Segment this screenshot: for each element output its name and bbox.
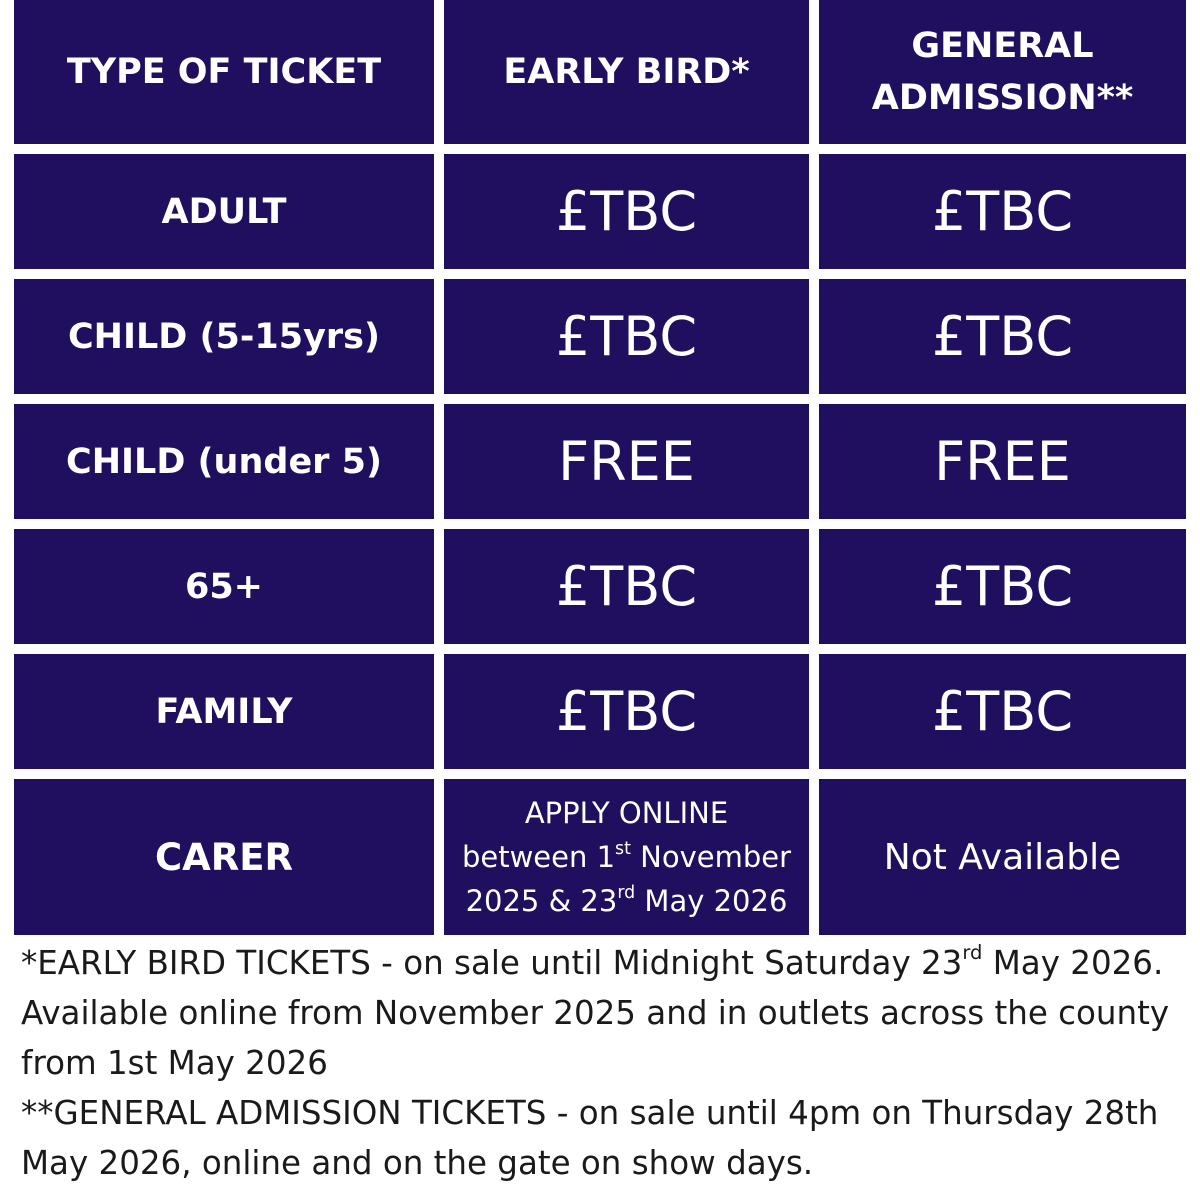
carer-apply-line2 — [462, 835, 791, 879]
ticket-type-label: 65+ — [14, 529, 434, 644]
ticket-type-label: FAMILY — [14, 654, 434, 769]
table-row-child-under-5 — [14, 404, 1186, 519]
ordinal-suffix: st — [615, 838, 631, 859]
ticket-type-label: CHILD (under 5) — [14, 404, 434, 519]
early-bird-note-text-end: May 2026. Available online from November 2025 and in outlets across the county from 1st May 2026 — [21, 944, 1170, 1082]
ticket-notes — [21, 938, 1186, 1188]
ticket-type-label: ADULT — [14, 154, 434, 269]
general-admission-price: £TBC — [819, 529, 1186, 644]
carer-early-bird-info — [444, 779, 809, 935]
early-bird-note — [21, 938, 1186, 1088]
carer-apply-line2-text-end: November — [630, 840, 792, 874]
header-general-line2: ADMISSION** — [871, 78, 1134, 118]
ticket-price-table — [14, 0, 1186, 945]
ordinal-suffix: rd — [617, 882, 636, 903]
general-admission-price: £TBC — [819, 654, 1186, 769]
table-row-family — [14, 654, 1186, 769]
table-row-carer — [14, 779, 1186, 935]
early-bird-price: £TBC — [444, 654, 809, 769]
general-admission-price: £TBC — [819, 154, 1186, 269]
carer-apply-line3-text-end: May 2026 — [635, 884, 788, 918]
ordinal-suffix: rd — [962, 941, 983, 965]
early-bird-price: £TBC — [444, 529, 809, 644]
early-bird-price: FREE — [444, 404, 809, 519]
header-general-line1: GENERAL — [911, 26, 1094, 66]
general-admission-price: FREE — [819, 404, 1186, 519]
header-general-admission — [819, 0, 1186, 144]
carer-apply-line1: APPLY ONLINE — [524, 796, 729, 830]
general-admission-note: **GENERAL ADMISSION TICKETS - on sale until 4pm on Thursday 28th May 2026, online and on the gate on show days. — [21, 1094, 1159, 1182]
ticket-type-label: CHILD (5-15yrs) — [14, 279, 434, 394]
table-header-row — [14, 0, 1186, 144]
early-bird-price: £TBC — [444, 279, 809, 394]
carer-apply-line2-text: between 1 — [461, 840, 616, 874]
general-admission-price: £TBC — [819, 279, 1186, 394]
table-row-adult — [14, 154, 1186, 269]
header-type-of-ticket: TYPE OF TICKET — [14, 0, 434, 144]
header-early-bird: EARLY BIRD* — [444, 0, 809, 144]
carer-apply-line3-text: 2025 & 23 — [465, 884, 618, 918]
ticket-type-label: CARER — [14, 779, 434, 935]
table-row-65-plus — [14, 529, 1186, 644]
early-bird-note-text: *EARLY BIRD TICKETS - on sale until Midnight Saturday 23 — [21, 944, 963, 982]
early-bird-price: £TBC — [444, 154, 809, 269]
carer-general-admission: Not Available — [819, 779, 1186, 935]
carer-apply-line3 — [462, 879, 791, 923]
table-row-child-5-15 — [14, 279, 1186, 394]
